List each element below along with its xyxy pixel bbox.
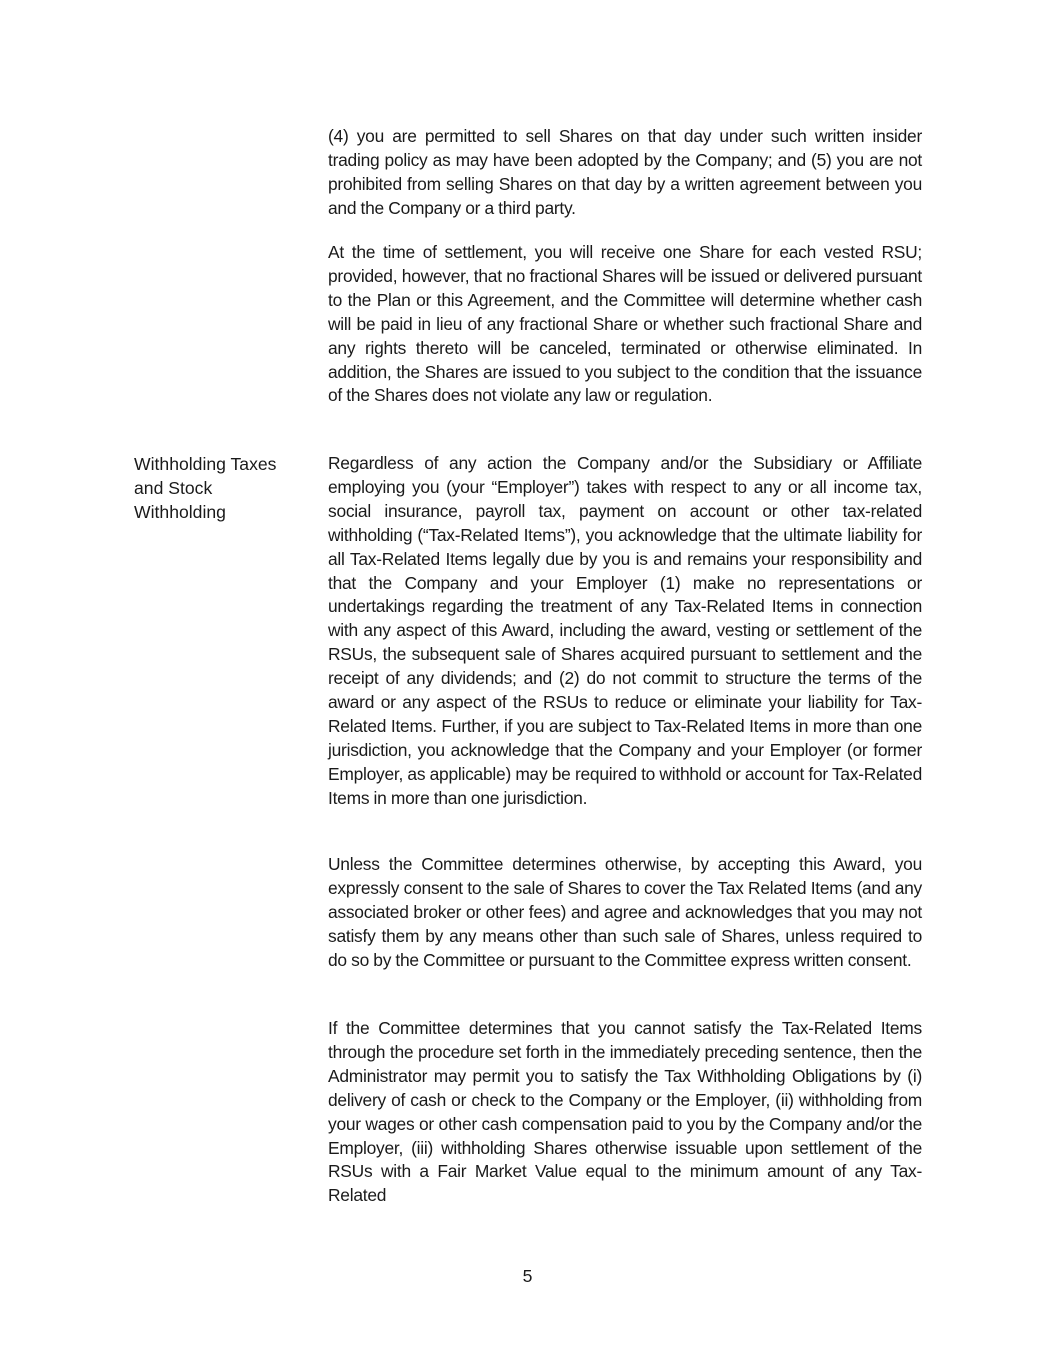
paragraph-consent-to-sale: Unless the Committee determines otherwise, by accepting this Award, you expressly consent to the sale of Shares to cover the Tax Related Items (and any associated broker or other fees) and agree and acknowledges that you may not satisfy them by any means other than such sale of Shares, unless required to do so by the Committee or pursuant to the Committee express written consent. — [328, 854, 922, 970]
paragraph-settlement-shares: At the time of settlement, you will receive one Share for each vested RSU; provided, however, that no fractional Shares will be issued or delivered pursuant to the Plan or this Agreement, and the Committee will determine whether cash will be paid in lieu of any fractional Share or whether such fractional Share and any rights thereto will be canceled, terminated or otherwise eliminated. In addition, the Shares are issued to you subject to the condition that the issuance of the Shares does not violate any law or regulation. — [328, 242, 922, 406]
paragraph-settlement-conditions: (4) you are permitted to sell Shares on that day under such written insider trading policy as may have been adopted by the Company; and (5) you are not prohibited from selling Shares on that day by a written agreement between you and the Company or a third party. — [328, 126, 922, 218]
section-heading-line: Withholding — [134, 502, 226, 522]
section-heading-line: and Stock — [134, 478, 213, 498]
paragraph-tax-liability: Regardless of any action the Company and/or the Subsidiary or Affiliate employing you (your “Employer”) takes with respect to any or all income tax, social insurance, payroll tax, payment on account or other tax-related withholding (“Tax-Related Items”), you acknowledge that the ultimate liability for all Tax-Related Items legally due by you is and remains your responsibility and that the Company and your Employer (1) make no representations or undertakings regarding the treatment of any Tax-Related Items in connection with any aspect of this Award, including the award, vesting or settlement of the RSUs, the subsequent sale of Shares acquired pursuant to settlement and the receipt of any dividends; and (2) do not commit to structure the terms of the award or any aspect of the RSUs to reduce or eliminate your liability for Tax-Related Items. Further, if you are subject to Tax-Related Items in more than one jurisdiction, you acknowledge that the Company and your Employer (or former Employer, as applicable) may be required to withhold or account for Tax-Related Items in more than one jurisdiction. — [328, 453, 922, 808]
paragraph-alternative-withholding: If the Committee determines that you cannot satisfy the Tax-Related Items through the procedure set forth in the immediately preceding sentence, then the Administrator may permit you to satisfy the Tax Withholding Obligations by (i) delivery of cash or check to the Company or the Employer, (ii) withholding from your wages or other cash compensation paid to you by the Company and/or the Employer, (iii) withholding Shares otherwise issuable upon settlement of the RSUs with a Fair Market Value equal to the minimum amount of any Tax-Related — [328, 1018, 922, 1206]
section-heading-line: Withholding Taxes — [134, 454, 277, 474]
section-heading-withholding-taxes — [134, 452, 314, 524]
page-number: 5 — [522, 1266, 533, 1286]
